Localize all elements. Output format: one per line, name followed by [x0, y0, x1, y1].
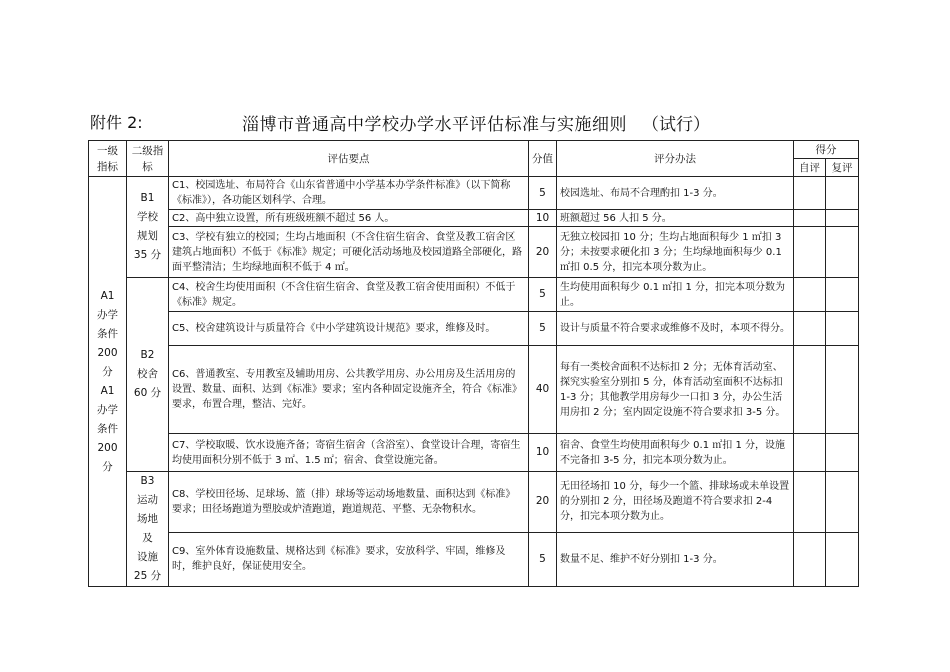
- review-cell[interactable]: [826, 210, 859, 227]
- review-cell[interactable]: [826, 346, 859, 434]
- score-c2: 10: [529, 210, 557, 227]
- method-c2: 班额超过 56 人扣 5 分。: [557, 210, 794, 227]
- level1-indicator: A1 办学 条件 200 分 A1 办学 条件 200 分: [89, 177, 127, 587]
- review-cell[interactable]: [826, 177, 859, 210]
- table-row: [89, 532, 859, 586]
- header-level2: 二级指标: [127, 141, 169, 177]
- point-c1: C1、校园选址、布局符合《山东省普通中小学基本办学条件标准》（以下简称《标准》），各功能区划科学、合理。: [169, 177, 529, 210]
- header-method: 评分办法: [557, 141, 794, 177]
- point-c7: C7、学校取暖、饮水设施齐备；寄宿生宿舍（含浴室）、食堂设计合理，寄宿生均使用面积分别不低于 3 ㎡、1.5 ㎡；宿舍、食堂设施完备。: [169, 434, 529, 472]
- trial-label: （试行）: [642, 115, 710, 135]
- method-c6: 每有一类校舍面积不达标扣 2 分；无体育活动室、探究实验室分别扣 5 分，体育活动室面积不达标扣 1-3 分；其他教学用房每少一口扣 3 分，办公生活用房扣 2 分；室内固定设施不符合要求扣 3-5 分。: [557, 346, 794, 434]
- point-c2: C2、高中独立设置，所有班级班额不超过 56 人。: [169, 210, 529, 227]
- review-cell[interactable]: [826, 227, 859, 278]
- point-c6: C6、普通教室、专用教室及辅助用房、公共教学用房、办公用房及生活用房的设置、数量、面积、达到《标准》要求；室内各种固定设施齐全，符合《标准》要求，布置合理，整洁、完好。: [169, 346, 529, 434]
- level2-indicator-b3: B3 运动 场地 及 设施 25 分: [127, 472, 169, 587]
- method-c3: 无独立校园扣 10 分；生均占地面积每少 1 ㎡扣 3 分；未按要求硬化扣 3 分；生均绿地面积每少 0.1 ㎡扣 0.5 分，扣完本项分数为止。: [557, 227, 794, 278]
- method-c8: 无田径场扣 10 分，每少一个篮、排球场或未单设置的分别扣 2 分，田径场及跑道不符合要求扣 2-4 分，扣完本项分数为止。: [557, 472, 794, 533]
- document-title: 淄博市普通高中学校办学水平评估标准与实施细则: [242, 115, 627, 135]
- self-eval-cell[interactable]: [794, 312, 826, 346]
- method-c4: 生均使用面积每少 0.1 ㎡扣 1 分，扣完本项分数为止。: [557, 278, 794, 312]
- self-eval-cell[interactable]: [794, 346, 826, 434]
- score-c1: 5: [529, 177, 557, 210]
- review-cell[interactable]: [826, 312, 859, 346]
- table-row: [89, 434, 859, 472]
- score-c4: 5: [529, 278, 557, 312]
- self-eval-cell[interactable]: [794, 472, 826, 533]
- level2-indicator-b2: B2 校舍 60 分: [127, 278, 169, 472]
- self-eval-cell[interactable]: [794, 434, 826, 472]
- table-row: [89, 278, 859, 312]
- score-c6: 40: [529, 346, 557, 434]
- header-score: 分值: [529, 141, 557, 177]
- table-row: [89, 177, 859, 210]
- method-c9: 数量不足、维护不好分别扣 1-3 分。: [557, 532, 794, 586]
- score-c7: 10: [529, 434, 557, 472]
- method-c1: 校园选址、布局不合理酌扣 1-3 分。: [557, 177, 794, 210]
- header-review: 复评: [826, 159, 859, 177]
- score-c9: 5: [529, 532, 557, 586]
- table-row: [89, 312, 859, 346]
- review-cell[interactable]: [826, 434, 859, 472]
- review-cell[interactable]: [826, 472, 859, 533]
- self-eval-cell[interactable]: [794, 177, 826, 210]
- score-c3: 20: [529, 227, 557, 278]
- table-row: [89, 210, 859, 227]
- table-row: [89, 472, 859, 533]
- header-got-score: 得分: [794, 141, 859, 159]
- attachment-label: 附件 2:: [90, 113, 143, 132]
- self-eval-cell[interactable]: [794, 532, 826, 586]
- point-c8: C8、学校田径场、足球场、篮（排）球场等运动场地数量、面积达到《标准》要求；田径场跑道为塑胶或炉渣跑道，跑道规范、平整、无杂物积水。: [169, 472, 529, 533]
- header-level1: 一级指标: [89, 141, 127, 177]
- header-points: 评估要点: [169, 141, 529, 177]
- score-c5: 5: [529, 312, 557, 346]
- score-c8: 20: [529, 472, 557, 533]
- method-c7: 宿舍、食堂生均使用面积每少 0.1 ㎡扣 1 分，设施不完备扣 3-5 分，扣完本项分数为止。: [557, 434, 794, 472]
- self-eval-cell[interactable]: [794, 210, 826, 227]
- point-c4: C4、校舍生均使用面积（不含住宿生宿舍、食堂及教工宿舍使用面积）不低于《标准》规定。: [169, 278, 529, 312]
- header-self-eval: 自评: [794, 159, 826, 177]
- point-c9: C9、室外体育设施数量、规格达到《标准》要求，安放科学、牢固，维修及时，维护良好，保证使用安全。: [169, 532, 529, 586]
- point-c3: C3、学校有独立的校园；生均占地面积（不含住宿生宿舍、食堂及教工宿舍区建筑占地面积）不低于《标准》规定；可硬化活动场地及校园道路全部硬化，路面平整清洁；生均绿地面积不低于 4 ㎡。: [169, 227, 529, 278]
- evaluation-table: [88, 140, 859, 587]
- table-row: [89, 227, 859, 278]
- method-c5: 设计与质量不符合要求或维修不及时，本项不得分。: [557, 312, 794, 346]
- review-cell[interactable]: [826, 278, 859, 312]
- self-eval-cell[interactable]: [794, 227, 826, 278]
- self-eval-cell[interactable]: [794, 278, 826, 312]
- review-cell[interactable]: [826, 532, 859, 586]
- document-header: [90, 110, 860, 134]
- table-row: [89, 346, 859, 434]
- level2-indicator-b1: B1 学校 规划 35 分: [127, 177, 169, 278]
- header-row: [89, 141, 859, 159]
- point-c5: C5、校舍建筑设计与质量符合《中小学建筑设计规范》要求，维修及时。: [169, 312, 529, 346]
